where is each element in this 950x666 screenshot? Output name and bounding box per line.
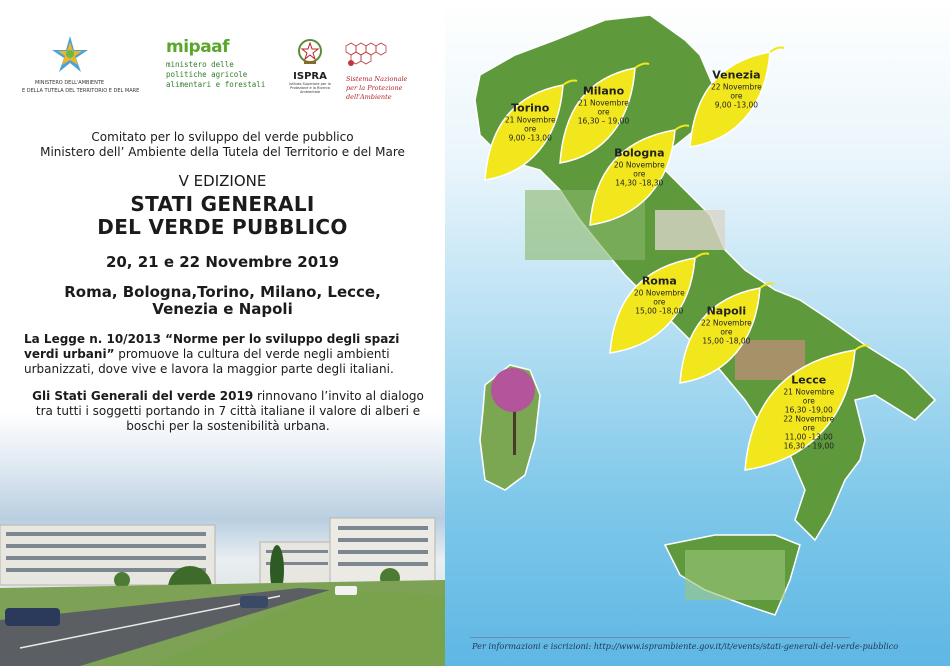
ministero-name: MINISTERO DELL'AMBIENTE: [34, 80, 105, 86]
law-paragraph: [24, 332, 424, 377]
leaf-venezia: [690, 48, 784, 148]
snpa-line-1: Sistema Nazionale: [346, 75, 408, 83]
edition-label: V EDIZIONE: [178, 172, 267, 190]
leaf-stem: [760, 284, 774, 289]
leaf-detail-label: ore: [653, 297, 666, 307]
title-line-2: DEL VERDE PUBBLICO: [97, 215, 348, 239]
hexagon-network-icon: [336, 36, 396, 70]
leaf-detail-label: 16,30 -19,00: [784, 405, 833, 415]
leaf-detail-label: ore: [633, 169, 646, 179]
leaf-stem: [770, 48, 784, 53]
leaf-city-label: Milano: [582, 84, 625, 98]
snpa-line-3: dell'Ambiente: [346, 93, 392, 101]
cities-line-1: Roma, Bologna,Torino, Milano, Lecce,: [64, 283, 381, 301]
leaf-detail-label: 9,00 -13,00: [508, 133, 552, 143]
leaf-detail-label: ore: [524, 124, 537, 134]
leaf-detail-label: 9,00 -13,00: [714, 100, 759, 110]
event-cities: [0, 284, 445, 318]
leaf-detail-label: 22 Novembre: [711, 82, 762, 92]
ispra-logo: [284, 38, 336, 94]
emblem-icon: [297, 38, 323, 66]
italy-map-panel: [445, 0, 950, 666]
ispra-name: ISPRA: [293, 71, 327, 82]
leaf-city-label: Bologna: [614, 146, 665, 160]
leaf-city-label: Lecce: [791, 373, 827, 387]
leaf-city-label: Venezia: [712, 68, 761, 82]
leaf-detail-label: ore: [802, 423, 815, 433]
leaf-detail-label: 16,30 - 19,00: [783, 441, 835, 451]
mipaaf-line-2: politiche agricole: [166, 70, 248, 79]
law-paragraph-bold: La Legge n. 10/2013 “Norme per lo sviluppo degli spazi verdi urbani”: [24, 332, 400, 361]
mipaaf-line-1: ministero delle: [166, 60, 234, 69]
leaf-detail-label: 15,00 -18,00: [635, 306, 684, 316]
leaf-napoli: [680, 284, 774, 384]
leaf-detail-label: 15,00 -18,00: [702, 336, 751, 346]
snpa-line-2: per la Protezione: [346, 84, 403, 92]
leaf-detail-label: 22 Novembre: [783, 414, 835, 424]
leaf-detail-label: 21 Novembre: [578, 98, 629, 108]
leaf-detail-label: ore: [597, 107, 610, 117]
leaf-stem: [855, 346, 869, 351]
footer-line: [470, 637, 850, 638]
event-dates: 20, 21 e 22 Novembre 2019: [105, 253, 340, 271]
leaf-detail-label: 14,30 -18,30: [615, 178, 664, 188]
leaf-lecce: [745, 346, 869, 471]
ministero-ambiente-logo: [22, 34, 140, 94]
snpa-logo: [336, 36, 426, 101]
leaf-stem: [563, 81, 577, 86]
left-panel: [0, 0, 445, 666]
leaf-detail-label: ore: [730, 91, 743, 101]
title-line-1: STATI GENERALI: [130, 192, 315, 216]
committee-line-2: Ministero dell’ Ambiente della Tutela del Territorio e del Mare: [40, 145, 405, 159]
invite-paragraph-text: rinnovano l’invito al dialogo tra tutti i soggetti portando in 7 città italiane il valore di alberi e boschi per la sostenibilità urbana.: [35, 389, 424, 433]
invite-paragraph-bold: Gli Stati Generali del verde 2019: [32, 389, 254, 403]
leaf-torino: [485, 81, 577, 181]
leaf-detail-label: 20 Novembre: [633, 288, 685, 298]
leaf-stem: [695, 254, 709, 259]
leaf-stem: [635, 64, 649, 69]
leaf-detail-label: ore: [802, 396, 815, 406]
ministero-subtitle: E DELLA TUTELA DEL TERRITORIO E DEL MARE: [22, 88, 140, 94]
event-title: [0, 193, 445, 239]
committee-text: [0, 130, 445, 160]
leaf-detail-label: 21 Novembre: [783, 387, 835, 397]
leaf-city-label: Roma: [641, 274, 677, 288]
law-paragraph-text: promuove la cultura del verde negli ambienti urbanizzati, dove vive e lavora la maggior parte degli italiani.: [24, 347, 394, 376]
leaf-stem: [675, 126, 689, 131]
footer-info[interactable]: Per informazioni e iscrizioni: http://www.isprambiente.gov.it/it/events/stati-generali-del-verde-pubblico: [472, 641, 899, 651]
mipaaf-line-3: alimentari e forestali: [166, 80, 266, 89]
leaf-detail-label: 20 Novembre: [613, 160, 665, 170]
ispra-subtitle: Istituto Superiore per la Protezione e la Ricerca Ambientale: [289, 82, 331, 94]
mipaaf-logo: [166, 38, 265, 90]
event-leaves: [445, 0, 950, 666]
leaf-city-label: Torino: [511, 101, 550, 115]
leaf-detail-label: 22 Novembre: [701, 318, 752, 328]
mipaaf-wordmark: mipaaf: [166, 37, 230, 57]
ministero-star-icon: [50, 34, 90, 74]
city-photo: [0, 430, 445, 666]
committee-line-1: Comitato per lo sviluppo del verde pubblico: [91, 130, 354, 144]
leaf-detail-label: 11,00 -13,00: [784, 432, 833, 442]
cities-line-2: Venezia e Napoli: [152, 300, 293, 318]
invite-paragraph: [28, 389, 428, 434]
leaf-city-label: Napoli: [706, 304, 747, 318]
leaf-detail-label: 16,30 – 19,00: [577, 116, 630, 126]
leaf-detail-label: ore: [720, 327, 733, 337]
leaf-detail-label: 21 Novembre: [504, 115, 556, 125]
